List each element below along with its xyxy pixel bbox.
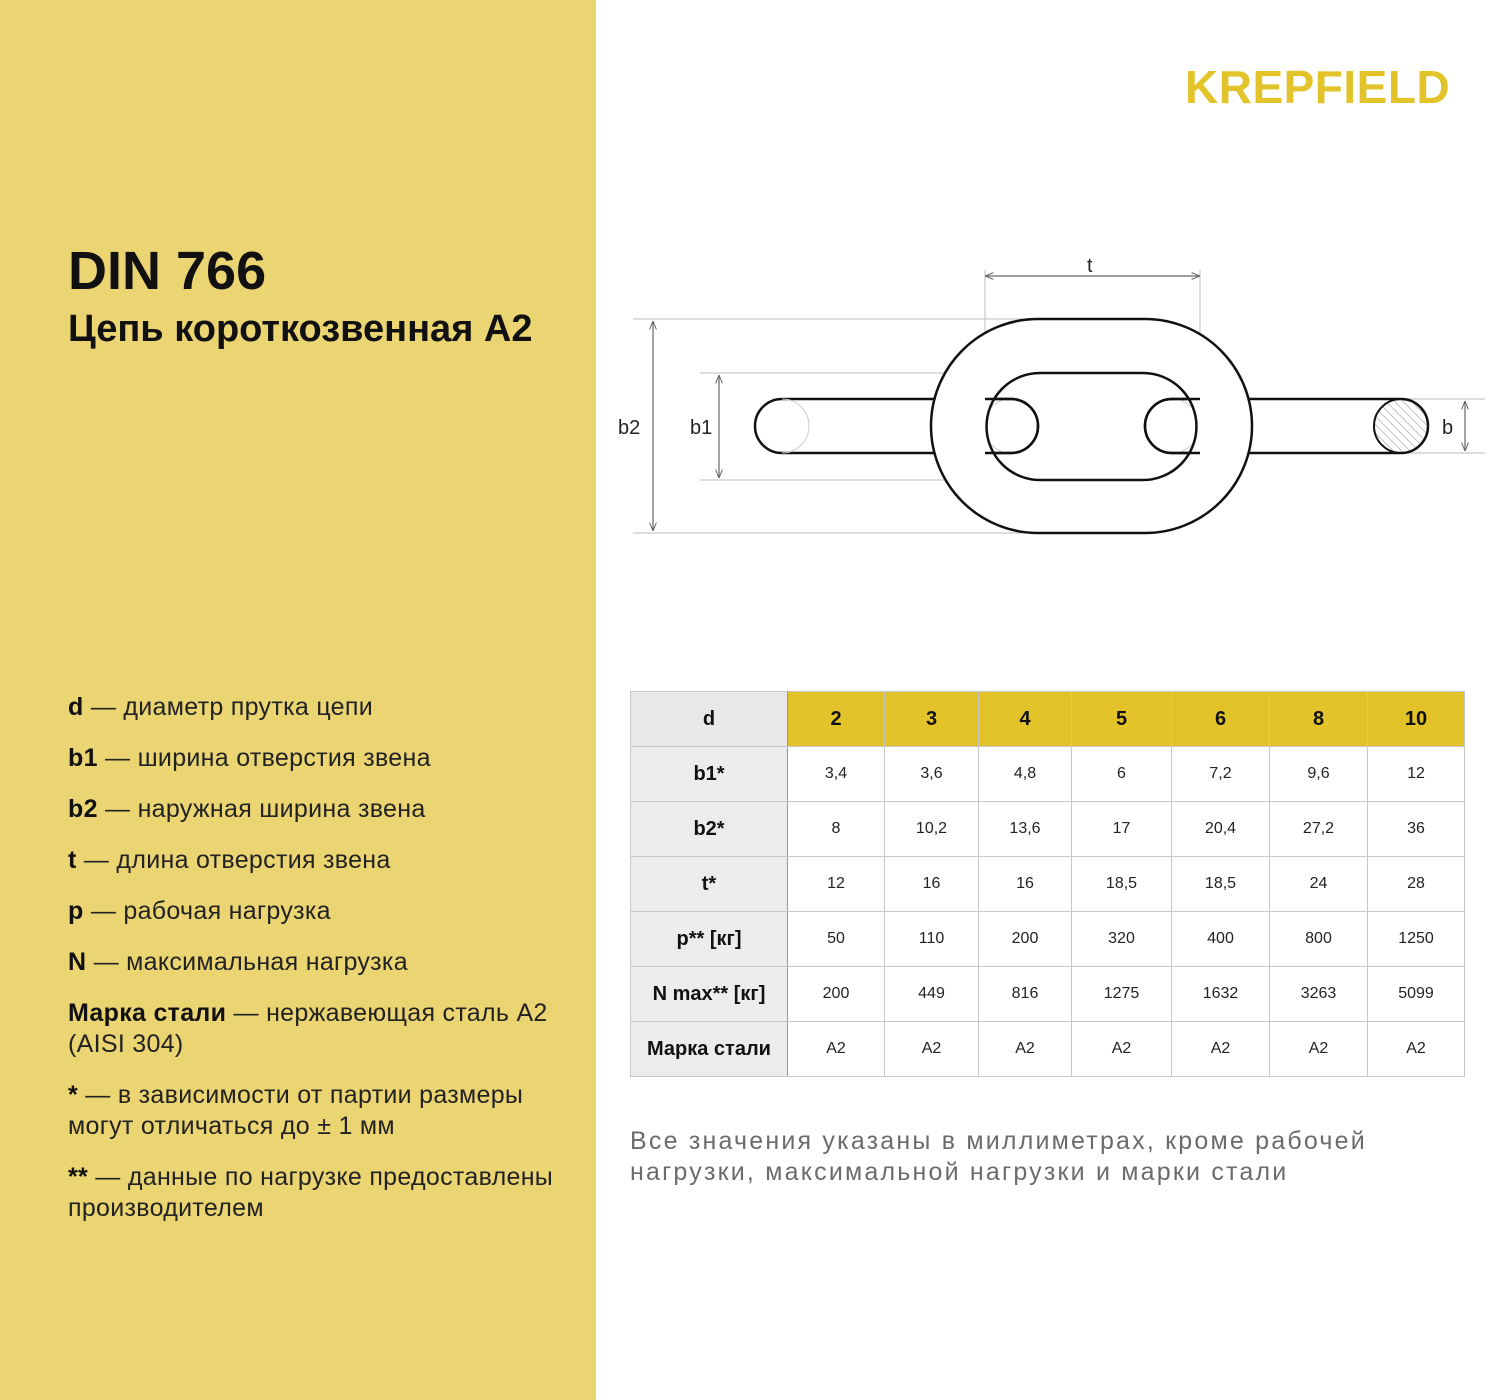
legend-key: p (68, 897, 84, 925)
table-cell: A2 (1172, 1022, 1270, 1077)
table-row (631, 912, 1465, 967)
brand-logo: KREPFIELD (1185, 61, 1451, 113)
table-cell: 6 (1072, 747, 1172, 802)
page-title: DIN 766 (68, 241, 267, 301)
table-cell: 4,8 (979, 747, 1072, 802)
page-subtitle: Цепь короткозвенная A2 (68, 308, 533, 350)
table-header-row (631, 692, 1465, 747)
column-header: 3 (885, 692, 979, 747)
table-cell: A2 (885, 1022, 979, 1077)
left-link (755, 399, 1038, 453)
legend-text: — в зависимости от партии размеры могут отличаться до ± 1 мм (68, 1081, 524, 1140)
table-cell: 18,5 (1072, 857, 1172, 912)
legend-key: d (68, 693, 84, 721)
label-b1: b1 (690, 417, 713, 439)
table-cell: 400 (1172, 912, 1270, 967)
table-cell: 18,5 (1172, 857, 1270, 912)
legend-list (68, 692, 568, 1244)
table-cell: A2 (1072, 1022, 1172, 1077)
table-cell: 28 (1368, 857, 1465, 912)
row-header: t* (631, 857, 788, 912)
column-header: 6 (1172, 692, 1270, 747)
center-link (931, 319, 1252, 533)
table-cell: A2 (1270, 1022, 1368, 1077)
table-cell: 1632 (1172, 967, 1270, 1022)
right-link (1145, 399, 1428, 453)
legend-text: — ширина отверстия звена (97, 744, 431, 772)
table-cell: 12 (788, 857, 885, 912)
table-cell: 10,2 (885, 802, 979, 857)
table-cell: 17 (1072, 802, 1172, 857)
table-cell: 200 (979, 912, 1072, 967)
legend-text: — рабочая нагрузка (83, 897, 331, 925)
column-header: 4 (979, 692, 1072, 747)
table-cell: 200 (788, 967, 885, 1022)
legend-key: t (68, 846, 77, 874)
legend-item (68, 743, 568, 774)
column-header: 8 (1270, 692, 1368, 747)
table-row (631, 857, 1465, 912)
table-cell: 816 (979, 967, 1072, 1022)
table-header-label: d (631, 692, 788, 747)
legend-key: Марка стали (68, 999, 227, 1027)
table-cell: 3263 (1270, 967, 1368, 1022)
table-cell: 16 (979, 857, 1072, 912)
table-cell: 800 (1270, 912, 1368, 967)
legend-item (68, 692, 568, 723)
table-cell: 110 (885, 912, 979, 967)
table-cell: 24 (1270, 857, 1368, 912)
row-header: b2* (631, 802, 788, 857)
chain-link-diagram (600, 240, 1500, 560)
legend-key: ** (68, 1163, 89, 1191)
table-cell: 3,6 (885, 747, 979, 802)
table-cell: 7,2 (1172, 747, 1270, 802)
legend-text: — длина отверстия звена (76, 846, 391, 874)
legend-text: — наружная ширина звена (97, 795, 426, 823)
legend-key: N (68, 948, 87, 976)
legend-key: * (68, 1081, 79, 1109)
column-header: 2 (788, 692, 885, 747)
legend-text: — диаметр прутка цепи (83, 693, 373, 721)
table-cell: 13,6 (979, 802, 1072, 857)
legend-item (68, 845, 568, 876)
row-header: p** [кг] (631, 912, 788, 967)
label-b: b (1442, 417, 1454, 439)
table-row (631, 1022, 1465, 1077)
table-cell: 1250 (1368, 912, 1465, 967)
table-cell: 50 (788, 912, 885, 967)
table-cell: 12 (1368, 747, 1465, 802)
legend-key: b2 (68, 795, 98, 823)
table-cell: 8 (788, 802, 885, 857)
legend-text: — нержавеющая сталь A2 (AISI 304) (68, 999, 548, 1058)
legend-item (68, 1162, 568, 1224)
legend-text: — максимальная нагрузка (86, 948, 408, 976)
table-cell: 449 (885, 967, 979, 1022)
legend-item (68, 896, 568, 927)
cross-section-icon (1374, 399, 1428, 453)
table-row (631, 802, 1465, 857)
column-header: 10 (1368, 692, 1465, 747)
table-cell: 3,4 (788, 747, 885, 802)
table-cell: 20,4 (1172, 802, 1270, 857)
label-b2: b2 (618, 417, 641, 439)
table-cell: 36 (1368, 802, 1465, 857)
row-header: Марка стали (631, 1022, 788, 1077)
legend-item (68, 794, 568, 825)
spec-table (630, 691, 1465, 1077)
legend-item (68, 947, 568, 978)
table-cell: 1275 (1072, 967, 1172, 1022)
table-cell: 5099 (1368, 967, 1465, 1022)
row-header: N max** [кг] (631, 967, 788, 1022)
table-cell: A2 (1368, 1022, 1465, 1077)
column-header: 5 (1072, 692, 1172, 747)
legend-key: b1 (68, 744, 98, 772)
table-cell: 320 (1072, 912, 1172, 967)
units-footnote: Все значения указаны в миллиметрах, кроме рабочей нагрузки, максимальной нагрузки и марки стали (630, 1127, 1367, 1186)
table-cell: 9,6 (1270, 747, 1368, 802)
table-row (631, 967, 1465, 1022)
row-header: b1* (631, 747, 788, 802)
legend-item (68, 1080, 568, 1142)
label-t: t (1087, 255, 1093, 277)
table-row (631, 747, 1465, 802)
table-cell: 16 (885, 857, 979, 912)
legend-text: — данные по нагрузке предоставлены производителем (68, 1163, 554, 1222)
legend-item (68, 998, 568, 1060)
table-cell: 27,2 (1270, 802, 1368, 857)
table-cell: A2 (979, 1022, 1072, 1077)
table-cell: A2 (788, 1022, 885, 1077)
